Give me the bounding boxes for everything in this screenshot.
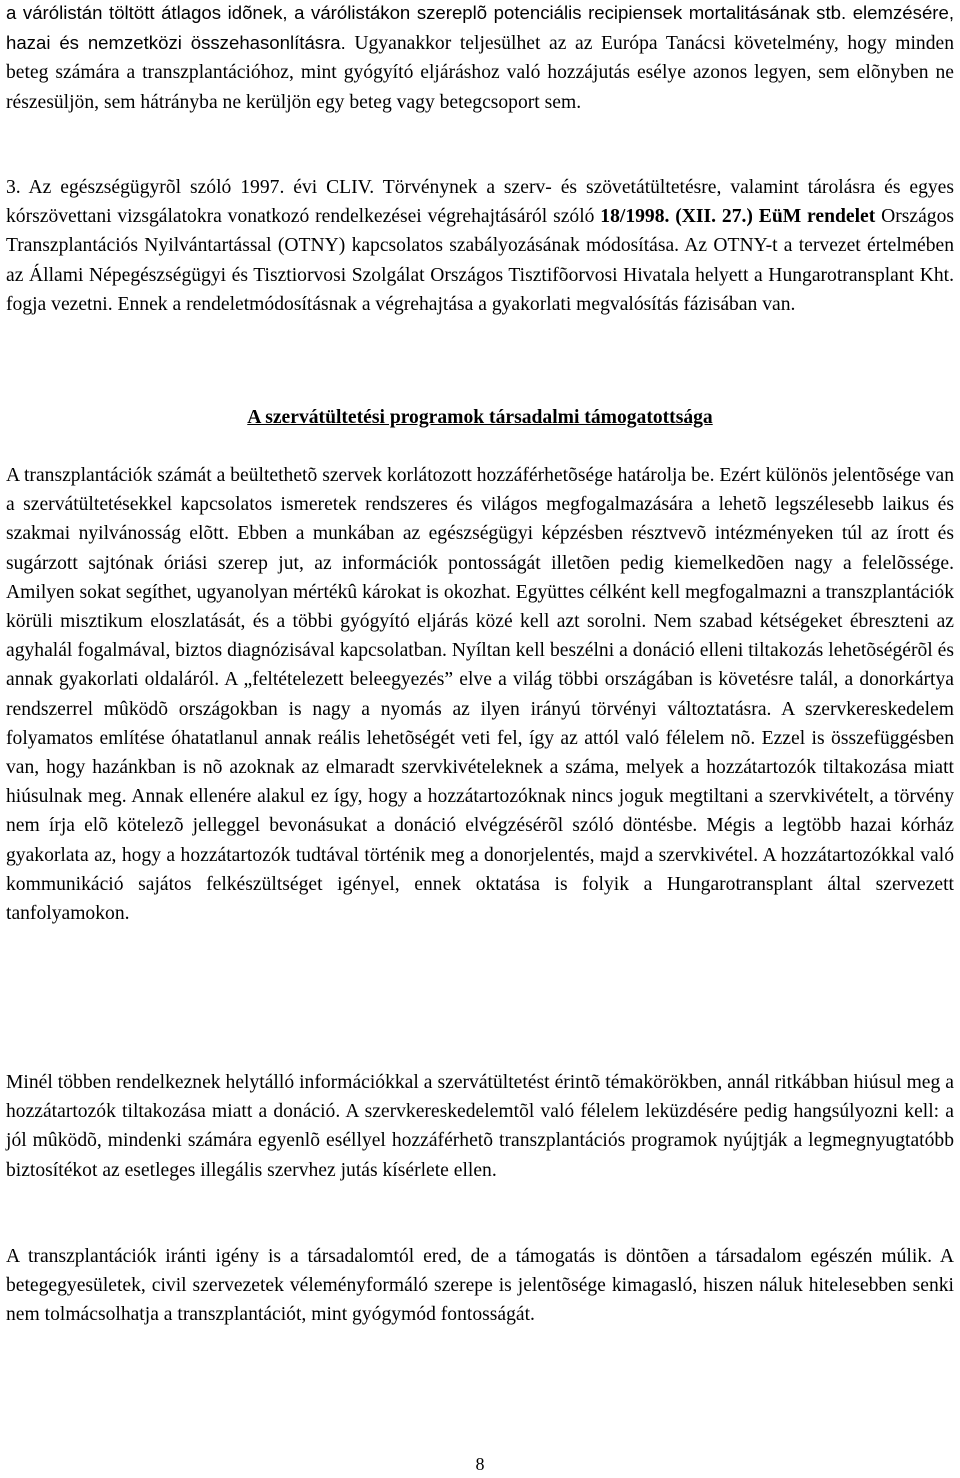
section-heading: A szervátültetési programok társadalmi támogatottsága xyxy=(247,407,713,428)
paragraph-2-part-b: Törvénynek a szerv- és szövetátültetésre, valamint tárolásra és egyes kórszövettani vizsgálatokra vonatkozó rendelkezései végrehajtásáról szóló xyxy=(6,177,954,228)
paragraph-4: Minél többen rendelkeznek helytálló információkkal a szervátültetést érintõ témakörökben, annál ritkábban hiúsul meg a hozzátartozók tiltakozása miatt a donáció. A szervkereskedelemtõl való félelem leküzdésére pedig hangsúlyozni kell: a jól mûködõ, mindenki számára egyenlõ eséllyel hozzáférhetõ transzplantációs programok nyújtják a legmegnyugtatóbb biztosítékot az esetleges illegális szervhez jutás kísérlete ellen. xyxy=(6,1072,954,1181)
paragraph-1 xyxy=(6,0,954,117)
paragraph-1-sans-part: a várólistán töltött átlagos idõnek, a várólistákon szereplõ potenciális recipiensek mortalitásának stb. elemzésére, hazai és nemzetközi összehasonlításra. xyxy=(6,2,954,54)
paragraph-5: A transzplantációk iránti igény is a társadalomtól ered, de a támogatás is döntõen a társadalom egészén múlik. A betegegyesületek, civil szervezetek véleményformáló szerepe is jelentõsége kimagasló, hiszen náluk hitelesebben senki nem tolmácsolhatja a transzplantációt, mint gyógymód fontosságát. xyxy=(6,1246,954,1326)
paragraph-2-part-e: Az OTNY-t a tervezet értelmében az Állami Népegészségügyi és Tisztiorvosi Szolgálat Országos Tisztifõorvosi Hivatala helyett a Hungarotransplant Kht. fogja vezetni. xyxy=(6,235,955,315)
paragraph-2-part-a: 3. Az egészségügyrõl szóló 1997. évi CLIV. xyxy=(6,177,375,198)
paragraph-1-rest: Ugyanakkor teljesülhet az az Európa Tanácsi követelmény, hogy minden beteg számára a transzplantációhoz, mint gyógyító eljáráshoz való hozzájutás esélye azonos legyen, sem elõnyben ne részesüljön, sem hátrányba ne kerüljön egy beteg vagy betegcsoport sem. xyxy=(6,33,954,113)
page-number: 8 xyxy=(475,1454,485,1474)
paragraph-2 xyxy=(6,173,954,319)
paragraph-2-part-f: Ennek a rendeletmódosításnak a végrehajtása a gyakorlati megvalósítás fázisában van. xyxy=(112,293,796,315)
regulation-reference: 18/1998. (XII. 27.) EüM rendelet xyxy=(600,206,876,228)
paragraph-2-part-d: Országos Transzplantációs Nyilvántartással (OTNY) kapcsolatos szabályozásának módosítása. xyxy=(6,206,954,257)
paragraph-3: A transzplantációk számát a beültethetõ szervek korlátozott hozzáférhetõsége határolja be. Ezért különös jelentõsége van a szervátültetésekkel kapcsolatos ismeretek rendszeres és világos megfogalmazására a lehetõ legszélesebb laikus és szakmai nyilvánosság elõtt. Ebben a munkában az egészségügyi képzésben résztvevõ intézményeken túl az írott és sugárzott sajtónak óriási szerep jut, az információk pontosságát illetõen pedig kiemelkedõen nagy a felelõssége. Amilyen sokat segíthet, ugyanolyan mértékû károkat is okozhat. Együttes célként kell megfogalmazni a transzplantációk körüli misztikum eloszlatását, és a többi gyógyító eljárás közé kell azt sorolni. Nem szabad kétségeket ébreszteni az agyhalál fogalmával, biztos diagnózisával kapcsolatban. Nyíltan kell beszélni a donáció elleni tiltakozás lehetõségérõl és annak gyakorlati oldaláról. A „feltételezett beleegyezés” elve a világ többi országában is követésre talál, a donorkártya rendszerrel mûködõ országokban is nagy a nyomás az ilyen irányú törvényi változtatásra. A szervkereskedelem folyamatos említése óhatatlanul annak reális lehetõségét veti fel, így az attól való félelem nõ. Ezzel is összefüggésben van, hogy hazánkban is nõ azoknak az elmaradt szervkivételeknek a száma, melyek a hozzátartozók tiltakozása miatt hiúsulnak meg. Annak ellenére alakul ez így, hogy a hozzátartozóknak nincs joguk megtiltani a szervkivételt, a törvény nem írja elõ kötelezõ jelleggel bevonásukat a donáció elvégzésérõl szóló döntésbe. Mégis a legtöbb hazai kórház gyakorlata az, hogy a hozzátartozók tudtával történik meg a donorjelentés, majd a szervkivétel. A hozzátartozókkal való kommunikáció sajátos felkészültséget igényel, ennek oktatása is folyik a Hungarotransplant által szervezett tanfolyamokon. xyxy=(6,465,954,925)
